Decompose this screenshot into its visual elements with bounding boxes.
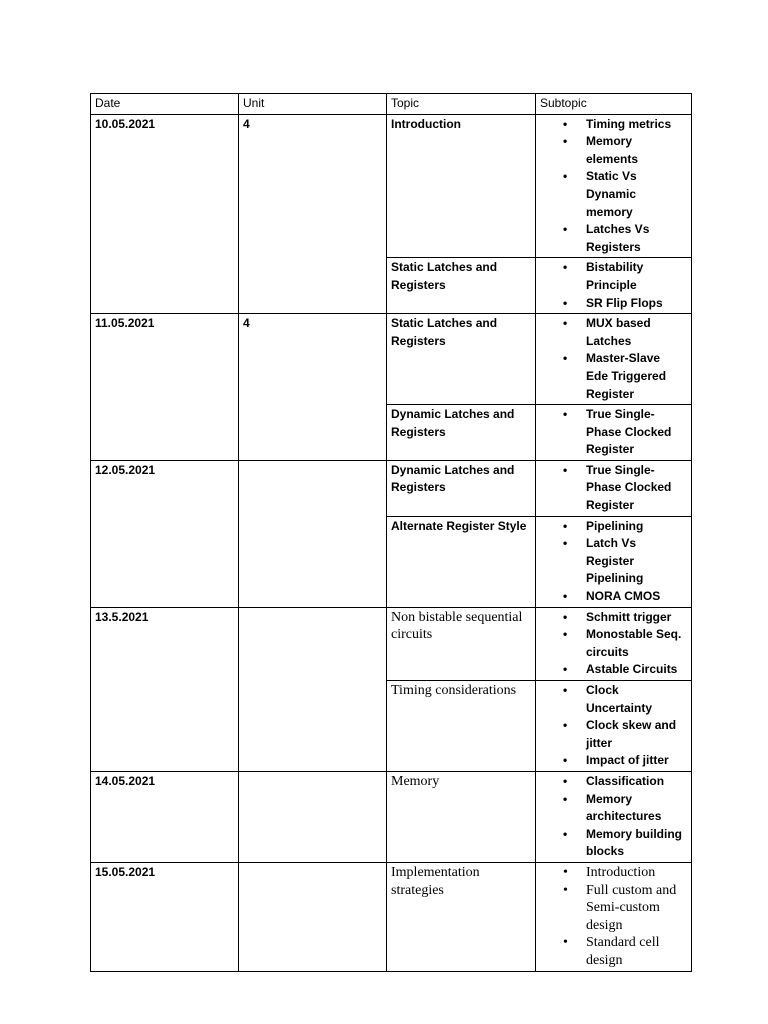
subtopic-item	[540, 864, 686, 882]
bullet-icon: •	[563, 882, 568, 898]
subtopic-item	[540, 626, 686, 661]
subtopic-text: Pipelining	[586, 518, 644, 533]
unit-cell: 4	[239, 314, 387, 461]
subtopic-item	[540, 934, 686, 969]
subtopic-list	[540, 864, 686, 970]
header-row	[91, 94, 692, 115]
subtopic-item	[540, 116, 686, 134]
subtopic-item	[540, 295, 686, 313]
bullet-icon: •	[563, 407, 568, 422]
bullet-icon: •	[563, 753, 568, 768]
subtopic-text: Memory building blocks	[586, 826, 682, 859]
table-row	[91, 114, 692, 258]
subtopic-item	[540, 350, 686, 403]
subtopic-cell	[536, 314, 692, 405]
unit-cell: 4	[239, 114, 387, 314]
bullet-icon: •	[563, 462, 568, 477]
bullet-icon: •	[563, 627, 568, 642]
subtopic-text: Clock Uncertainty	[586, 683, 653, 715]
topic-cell: Memory	[387, 771, 536, 862]
date-cell: 11.05.2021	[91, 314, 239, 461]
subtopic-list	[540, 518, 686, 606]
header-subtopic: Subtopic	[536, 94, 692, 115]
subtopic-item	[540, 315, 686, 350]
bullet-icon: •	[563, 718, 568, 733]
subtopic-text: MUX based Latches	[586, 316, 651, 348]
topic-cell: Static Latches and Registers	[387, 258, 536, 314]
subtopic-cell	[536, 516, 692, 607]
subtopic-text: Memory architectures	[586, 791, 662, 824]
subtopic-item	[540, 752, 686, 770]
bullet-icon: •	[563, 316, 568, 331]
table-row	[91, 862, 692, 971]
subtopic-item	[540, 133, 686, 168]
bullet-icon: •	[563, 518, 568, 533]
subtopic-text: True Single-Phase Clocked Register	[586, 462, 672, 513]
bullet-icon: •	[563, 683, 568, 697]
subtopic-text: NORA CMOS	[586, 589, 661, 604]
header-date: Date	[91, 94, 239, 115]
subtopic-text: Introduction	[586, 864, 656, 880]
topic-cell: Timing considerations	[387, 681, 536, 772]
subtopic-text: Standard cell design	[586, 935, 660, 968]
bullet-icon: •	[563, 609, 568, 624]
subtopic-list	[540, 609, 686, 679]
subtopic-list	[540, 315, 686, 403]
topic-cell: Alternate Register Style	[387, 516, 536, 607]
subtopic-item	[540, 259, 686, 294]
bullet-icon: •	[563, 826, 568, 841]
bullet-icon: •	[563, 536, 568, 551]
subtopic-list	[540, 259, 686, 312]
subtopic-item	[540, 518, 686, 536]
date-cell: 15.05.2021	[91, 862, 239, 971]
subtopic-cell	[536, 258, 692, 314]
unit-cell	[239, 862, 387, 971]
table-row	[91, 771, 692, 862]
date-cell: 14.05.2021	[91, 771, 239, 862]
subtopic-item	[540, 462, 686, 515]
subtopic-text: Full custom and Semi-custom design	[586, 882, 677, 933]
table-row	[91, 460, 692, 516]
date-cell: 12.05.2021	[91, 460, 239, 607]
subtopic-item	[540, 717, 686, 752]
table-body	[91, 114, 692, 971]
bullet-icon: •	[563, 222, 568, 237]
topic-cell: Dynamic Latches and Registers	[387, 405, 536, 461]
subtopic-text: Schmitt trigger	[586, 609, 672, 624]
unit-cell	[239, 607, 387, 771]
subtopic-text: Clock skew and jitter	[586, 718, 677, 750]
subtopic-text: SR Flip Flops	[586, 295, 663, 310]
header-unit: Unit	[239, 94, 387, 115]
bullet-icon: •	[563, 662, 568, 677]
subtopic-text: Classification	[586, 773, 665, 788]
bullet-icon: •	[563, 864, 568, 880]
subtopic-cell	[536, 681, 692, 772]
bullet-icon: •	[563, 589, 568, 604]
topic-cell: Introduction	[387, 114, 536, 258]
subtopic-text: Memory elements	[586, 134, 639, 166]
subtopic-item	[540, 826, 686, 861]
bullet-icon: •	[563, 773, 568, 788]
bullet-icon: •	[563, 791, 568, 806]
subtopic-item	[540, 682, 686, 717]
topic-cell: Implementation strategies	[387, 862, 536, 971]
subtopic-text: True Single-Phase Clocked Register	[586, 407, 672, 457]
subtopic-text: Static Vs Dynamic memory	[586, 169, 637, 219]
header-topic: Topic	[387, 94, 536, 115]
bullet-icon: •	[563, 351, 568, 366]
subtopic-list	[540, 462, 686, 515]
subtopic-cell	[536, 460, 692, 516]
subtopic-list	[540, 406, 686, 459]
subtopic-cell	[536, 771, 692, 862]
table-row	[91, 607, 692, 680]
unit-cell	[239, 460, 387, 607]
bullet-icon: •	[563, 935, 568, 951]
schedule-table	[90, 93, 692, 972]
subtopic-cell	[536, 862, 692, 971]
subtopic-item	[540, 168, 686, 221]
subtopic-list	[540, 116, 686, 257]
subtopic-item	[540, 773, 686, 791]
subtopic-text: Bistability Principle	[586, 260, 644, 292]
subtopic-text: Latch Vs Register Pipelining	[586, 536, 644, 586]
subtopic-item	[540, 609, 686, 627]
table-row	[91, 314, 692, 405]
subtopic-list	[540, 682, 686, 770]
subtopic-cell	[536, 114, 692, 258]
bullet-icon: •	[563, 260, 568, 275]
subtopic-text: Impact of jitter	[586, 753, 669, 768]
subtopic-cell	[536, 607, 692, 680]
bullet-icon: •	[563, 169, 568, 184]
unit-cell	[239, 771, 387, 862]
date-cell: 13.5.2021	[91, 607, 239, 771]
subtopic-item	[540, 882, 686, 935]
date-cell: 10.05.2021	[91, 114, 239, 314]
subtopic-item	[540, 791, 686, 826]
topic-cell: Static Latches and Registers	[387, 314, 536, 405]
subtopic-item	[540, 535, 686, 588]
topic-cell: Dynamic Latches and Registers	[387, 460, 536, 516]
subtopic-item	[540, 588, 686, 606]
subtopic-text: Astable Circuits	[586, 662, 678, 677]
subtopic-item	[540, 661, 686, 679]
bullet-icon: •	[563, 134, 568, 149]
bullet-icon: •	[563, 295, 568, 310]
subtopic-text: Monostable Seq. circuits	[586, 627, 682, 659]
bullet-icon: •	[563, 116, 568, 131]
subtopic-text: Master-Slave Ede Triggered Register	[586, 351, 667, 401]
subtopic-list	[540, 773, 686, 861]
subtopic-item	[540, 221, 686, 256]
topic-cell: Non bistable sequential circuits	[387, 607, 536, 680]
subtopic-text: Latches Vs Registers	[586, 222, 650, 254]
subtopic-text: Timing metrics	[586, 116, 672, 131]
subtopic-cell	[536, 405, 692, 461]
subtopic-item	[540, 406, 686, 459]
